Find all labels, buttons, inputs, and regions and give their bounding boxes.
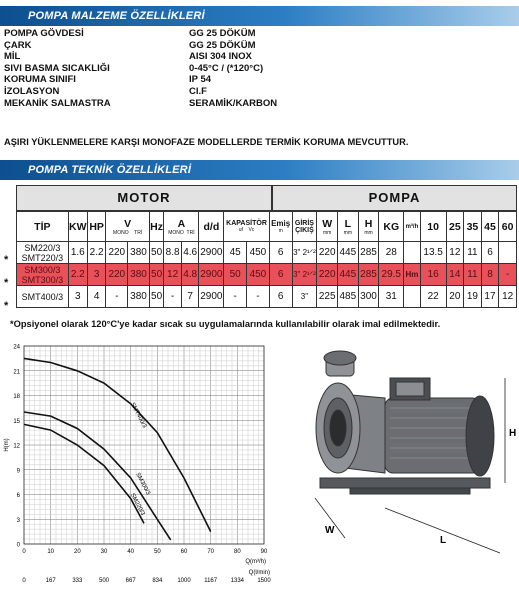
cell-flow: 22 — [420, 286, 446, 308]
cell-emis: 6 — [269, 286, 292, 308]
cell-flow: 12 — [499, 286, 517, 308]
x2-tick-label: 1334 — [230, 578, 245, 584]
x2-tick-label: 1500 — [257, 578, 271, 584]
cell-hm — [404, 242, 421, 264]
cell-vc: - — [247, 286, 270, 308]
cell-w: 220 — [317, 242, 338, 264]
cell-w: 220 — [317, 264, 338, 286]
col-dd: d/d — [199, 212, 224, 242]
pompa-header: POMPA — [272, 185, 517, 211]
table-row — [17, 264, 517, 286]
x-tick-label: 70 — [207, 549, 215, 555]
y-tick-label: 21 — [13, 369, 20, 376]
cell-flow: 20 — [446, 286, 464, 308]
material-key: KORUMA SINIFI — [4, 74, 76, 86]
cell-am: - — [164, 286, 182, 308]
y-tick-label: 9 — [16, 468, 20, 475]
cell-l: 485 — [338, 286, 359, 308]
cell-flow: 19 — [464, 286, 482, 308]
cell-port: 3" 2¹ᐟ² — [292, 242, 317, 264]
x-tick-label: 40 — [127, 549, 135, 555]
cell-kg: 31 — [379, 286, 404, 308]
x2-tick-label: 333 — [72, 578, 83, 584]
cell-tip: SM220/3 SMT220/3 — [17, 242, 69, 264]
cell-kw: 1.6 — [68, 242, 87, 264]
col-l: L mm — [338, 212, 359, 242]
series-label: SM300/3 — [134, 471, 151, 497]
material-value: SERAMİK/KARBON — [189, 97, 278, 109]
x-tick-label: 80 — [233, 549, 241, 555]
x2-tick-label: 0 — [22, 578, 26, 584]
col-hz: Hz — [149, 212, 163, 242]
x2-tick-label: 667 — [125, 578, 136, 584]
cell-dd: 2900 — [199, 264, 224, 286]
cell-flow: 8 — [481, 264, 499, 286]
cell-flow: 12 — [446, 242, 464, 264]
x-tick-label: 10 — [47, 549, 55, 555]
y-tick-label: 0 — [16, 542, 20, 549]
cell-vt: 380 — [128, 264, 150, 286]
cell-vc: 450 — [247, 242, 270, 264]
col-tip: TİP — [17, 212, 69, 242]
hot-water-footnote: *Opsiyonel olarak 120°C'ye kadar sıcak su uygulamalarında kullanılabilir olarak imal edilmektedir. — [10, 319, 441, 329]
material-row — [4, 86, 514, 98]
material-row — [4, 63, 514, 75]
x2-tick-label: 500 — [98, 578, 110, 584]
cell-kg: 29.5 — [379, 264, 404, 286]
cell-vm: - — [106, 286, 128, 308]
y-tick-label: 3 — [16, 517, 20, 524]
thermal-protection-note: AŞIRI YÜKLENMELERE KARŞI MONOFAZE MODELLERDE TERMİK KORUMA MEVCUTTUR. — [4, 137, 409, 147]
material-key: SIVI BASMA SICAKLIĞI — [4, 62, 110, 74]
x-tick-label: 0 — [22, 549, 26, 555]
cell-tip: SMT400/3 — [17, 286, 69, 308]
col-emis: Emiş m — [269, 212, 292, 242]
col-flow-60: 60 — [499, 212, 517, 242]
spec-table — [16, 211, 517, 308]
material-key: MEKANİK SALMASTRA — [4, 97, 111, 109]
col-w: W mm — [317, 212, 338, 242]
cell-hp: 2.2 — [87, 242, 106, 264]
materials-list — [4, 28, 514, 109]
cell-hz: 50 — [149, 286, 163, 308]
material-row — [4, 40, 514, 52]
dim-l-label: L — [440, 535, 447, 546]
cell-flow: 14 — [446, 264, 464, 286]
col-flow-25: 25 — [446, 212, 464, 242]
col-flow-45: 45 — [481, 212, 499, 242]
material-value: IP 54 — [189, 74, 212, 86]
dim-h-label: H — [509, 428, 517, 439]
spec-header-row — [17, 212, 517, 242]
y-tick-label: 6 — [16, 493, 20, 499]
x2-tick-label: 167 — [45, 578, 56, 584]
material-row — [4, 28, 514, 40]
cell-uf: - — [224, 286, 247, 308]
y-tick-label: 15 — [13, 418, 20, 425]
y-tick-label: 18 — [13, 394, 20, 400]
x2-tick-label: 1000 — [177, 578, 191, 584]
cell-l: 445 — [338, 264, 359, 286]
x2-tick-label: 834 — [152, 578, 163, 584]
technical-section-title: POMPA TEKNİK ÖZELLİKLERİ — [0, 160, 519, 180]
cell-flow: 17 — [481, 286, 499, 308]
cell-vt: 380 — [128, 242, 150, 264]
material-value: 0-45°C / (*120°C) — [189, 62, 264, 74]
cell-uf: 45 — [224, 242, 247, 264]
cell-hz: 50 — [149, 242, 163, 264]
table-row — [17, 286, 517, 308]
dim-w-label: W — [325, 525, 335, 536]
material-value: GG 25 DÖKÜM — [189, 28, 256, 39]
cell-port: 3" — [292, 286, 317, 308]
cell-tip: SM300/3 SMT300/3 — [17, 264, 69, 286]
y-tick-label: 12 — [13, 443, 20, 450]
material-key: ÇARK — [4, 39, 32, 51]
y-axis-label: H(m) — [4, 438, 10, 452]
y-tick-label: 24 — [13, 344, 20, 351]
cell-kg: 28 — [379, 242, 404, 264]
cell-h: 300 — [358, 286, 379, 308]
col-kapasitor: KAPASİTÖR uf Vc — [224, 212, 270, 242]
x2-tick-label: 1167 — [204, 578, 218, 584]
col-kw: KW — [68, 212, 87, 242]
series-line — [24, 412, 171, 540]
col-hp: HP — [87, 212, 106, 242]
cell-am: 8.8 — [164, 242, 182, 264]
cell-flow: 6 — [481, 242, 499, 264]
table-row — [17, 242, 517, 264]
x-tick-label: 50 — [153, 549, 161, 555]
cell-flow: - — [499, 264, 517, 286]
cell-port: 3" 2¹ᐟ² — [292, 264, 317, 286]
performance-chart — [0, 338, 290, 590]
cell-vc: 450 — [247, 264, 270, 286]
x-tick-label: 90 — [260, 549, 268, 555]
cell-kw: 3 — [68, 286, 87, 308]
col-flow-10: 10 — [420, 212, 446, 242]
cell-at: 4.6 — [181, 242, 199, 264]
row-marker-1: * — [4, 254, 9, 266]
cell-flow: 11 — [464, 264, 482, 286]
cell-flow: 13.5 — [420, 242, 446, 264]
material-value: AISI 304 INOX — [189, 51, 252, 63]
cell-flow: 11 — [464, 242, 482, 264]
cell-dd: 2900 — [199, 242, 224, 264]
x-tick-label: 20 — [73, 549, 81, 555]
cell-h: 285 — [358, 264, 379, 286]
x-tick-label: 30 — [100, 549, 108, 555]
col-giris-cikis: GİRİŞ ÇIKIŞ — [292, 212, 317, 242]
cell-emis: 6 — [269, 242, 292, 264]
material-row — [4, 74, 514, 86]
pump-drawing — [290, 338, 519, 590]
col-h: H mm — [358, 212, 379, 242]
cell-dd: 2900 — [199, 286, 224, 308]
col-kg: KG — [379, 212, 404, 242]
col-v: V MONO TRİ — [106, 212, 149, 242]
cell-w: 225 — [317, 286, 338, 308]
x-axis-label: Q(m³/h) — [245, 559, 266, 565]
cell-at: 7 — [181, 286, 199, 308]
cell-vm: 220 — [106, 242, 128, 264]
cell-at: 4.8 — [181, 264, 199, 286]
material-key: İZOLASYON — [4, 85, 60, 97]
cell-uf: 50 — [224, 264, 247, 286]
row-marker-3: * — [4, 300, 9, 312]
material-key: MİL — [4, 51, 21, 63]
cell-hm — [404, 286, 421, 308]
cell-kw: 2.2 — [68, 264, 87, 286]
material-value: GG 25 DÖKÜM — [189, 39, 256, 51]
row-marker-2: * — [4, 277, 9, 289]
cell-am: 12 — [164, 264, 182, 286]
cell-flow — [499, 242, 517, 264]
pump-body-icon — [316, 351, 494, 494]
series-label: SMT400/3 — [128, 401, 148, 430]
col-flow-unit: m³/h — [404, 212, 421, 242]
cell-hp: 3 — [87, 264, 106, 286]
material-key: POMPA GÖVDESİ — [4, 28, 84, 39]
x-tick-label: 60 — [180, 549, 188, 555]
cell-hm: Hm — [404, 264, 421, 286]
col-a: A MONO TRİ — [164, 212, 199, 242]
materials-section-title: POMPA MALZEME ÖZELLİKLERİ — [0, 6, 519, 26]
material-row — [4, 51, 514, 63]
series-label: SM220/3 — [128, 492, 146, 517]
col-flow-35: 35 — [464, 212, 482, 242]
cell-emis: 6 — [269, 264, 292, 286]
cell-h: 285 — [358, 242, 379, 264]
cell-vm: 220 — [106, 264, 128, 286]
cell-flow: 16 — [420, 264, 446, 286]
cell-l: 445 — [338, 242, 359, 264]
motor-header: MOTOR — [16, 185, 272, 211]
material-row — [4, 98, 514, 110]
x2-axis-label: Q(l/min) — [248, 570, 270, 576]
cell-hp: 4 — [87, 286, 106, 308]
material-value: Cl.F — [189, 85, 207, 97]
cell-hz: 50 — [149, 264, 163, 286]
cell-vt: 380 — [128, 286, 150, 308]
